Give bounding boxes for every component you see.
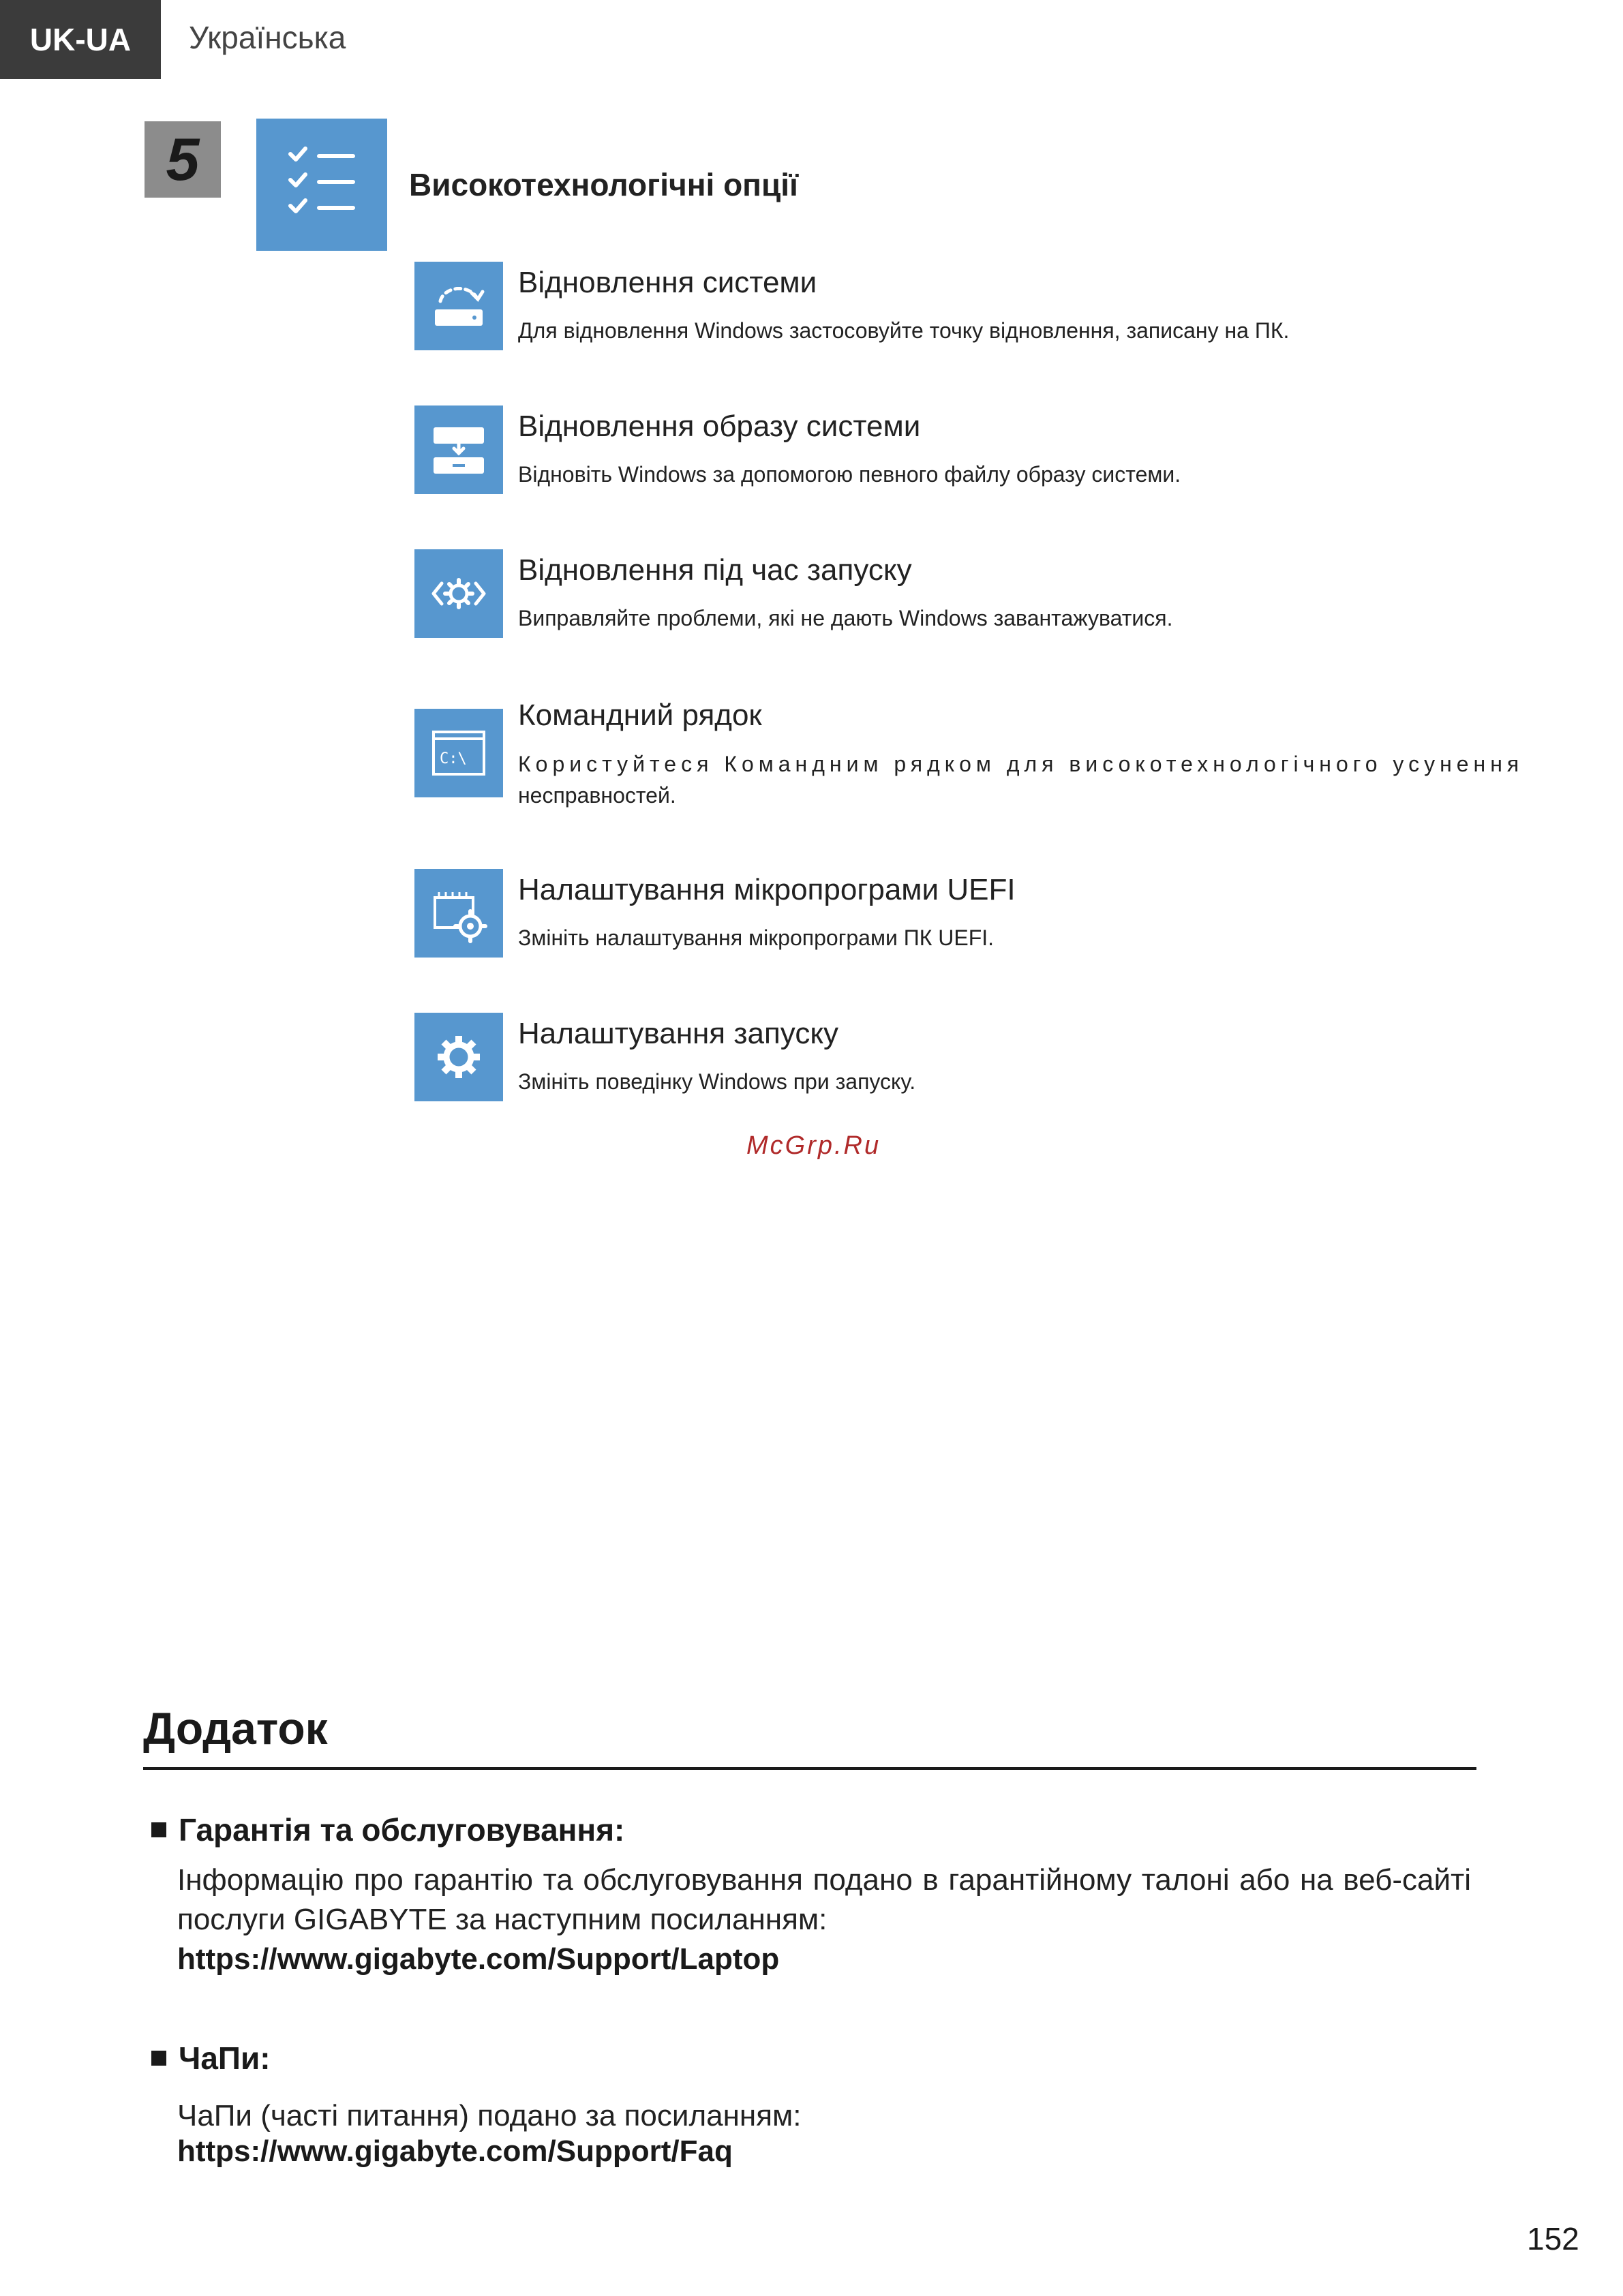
faq-heading: ЧаПи: — [151, 2040, 271, 2077]
option-description: Змініть поведінку Windows при запуску. — [518, 1069, 916, 1094]
checklist-icon — [256, 119, 387, 251]
page-number: 152 — [1527, 2221, 1579, 2256]
option-description-line: несправностей. — [518, 783, 676, 808]
startup-settings-icon — [414, 1013, 503, 1101]
option-description — [518, 748, 1623, 811]
option-title: Налаштування запуску — [518, 1017, 839, 1050]
option-title: Відновлення системи — [518, 266, 817, 299]
option-description: Виправляйте проблеми, які не дають Windows завантажуватися. — [518, 606, 1173, 630]
option-title: Налаштування мікропрограми UEFI — [518, 873, 1016, 906]
appendix-divider — [143, 1767, 1476, 1770]
square-bullet-icon — [151, 2051, 166, 2066]
command-prompt-icon — [414, 709, 503, 797]
option-description: Відновіть Windows за допомогою певного файлу образу системи. — [518, 462, 1181, 487]
appendix-title: Додаток — [143, 1703, 328, 1754]
option-description: Для відновлення Windows застосовуйте точку відновлення, записану на ПК. — [518, 318, 1290, 343]
warranty-link[interactable]: https://www.gigabyte.com/Support/Laptop — [177, 1942, 780, 1976]
watermark: McGrp.Ru — [746, 1131, 881, 1160]
faq-text: ЧаПи (часті питання) подано за посиланням: — [177, 2099, 802, 2132]
system-image-recovery-icon — [414, 405, 503, 494]
language-name: Українська — [189, 20, 346, 55]
warranty-heading: Гарантія та обслуговування: — [151, 1811, 624, 1848]
option-description: Змініть налаштування мікропрограми ПК UEFI. — [518, 925, 995, 950]
step-title: Високотехнологічні опції — [409, 167, 798, 202]
option-title: Відновлення образу системи — [518, 410, 921, 443]
system-restore-icon — [414, 262, 503, 350]
step-number: 5 — [145, 121, 221, 198]
command-prompt-icon-text: C:\ — [440, 750, 467, 767]
option-title: Відновлення під час запуску — [518, 553, 912, 587]
faq-link[interactable]: https://www.gigabyte.com/Support/Faq — [177, 2134, 733, 2168]
option-title: Командний рядок — [518, 699, 762, 732]
warranty-text: Інформацію про гарантію та обслуговування подано в гарантійному талоні або на веб-сайті послуги GIGABYTE за наступним посиланням: — [177, 1863, 1471, 1936]
option-description-line: Користуйтеся Командним рядком для високотехнологічного усунення — [518, 752, 1524, 776]
square-bullet-icon — [151, 1822, 166, 1837]
language-code-badge: UK-UA — [0, 0, 161, 79]
uefi-firmware-settings-icon — [414, 869, 503, 958]
startup-repair-icon — [414, 549, 503, 638]
